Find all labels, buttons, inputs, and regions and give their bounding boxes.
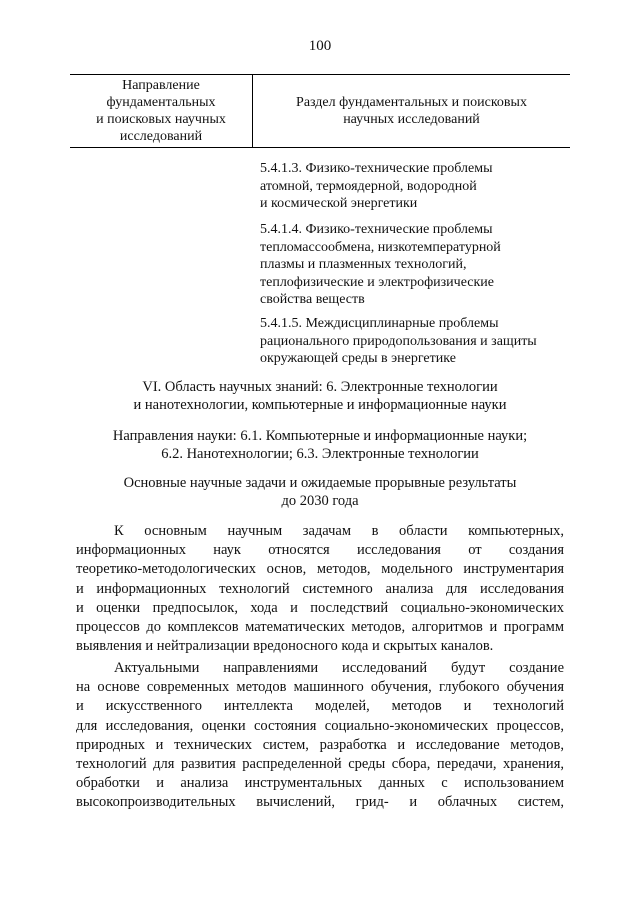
table-header: [70, 74, 570, 148]
paragraph-line: на основе современных методов машинного обучения, глубокого обучения: [76, 679, 564, 696]
header-text-line: фундаментальных: [106, 95, 216, 110]
header-text-line: исследований: [119, 129, 203, 144]
paragraph-line: обработки и анализа инструментальных данных с использованием: [76, 775, 564, 792]
subsection-line: атомной, термоядерной, водородной: [260, 178, 477, 194]
page-number: 100: [308, 38, 332, 54]
subsection-line: 5.4.1.5. Междисциплинарные проблемы: [260, 316, 499, 331]
subsection-5-4-1-5: [260, 315, 580, 368]
directions-line: 6.2. Нанотехнологии; 6.3. Электронные технологии: [161, 446, 479, 462]
table-header-section-cell: [253, 75, 570, 147]
subsection-line: свойства веществ: [260, 292, 365, 307]
area-heading: [60, 378, 580, 414]
area-heading-line: VI. Область научных знаний: 6. Электронные технологии: [142, 379, 498, 395]
paragraph-line: высокопроизводительных вычислений, грид- и облачных систем,: [76, 794, 564, 811]
subsection-line: рационального природопользования и защиты: [260, 333, 537, 349]
subsection-line: теплофизические и электрофизические: [260, 274, 494, 290]
paragraph-line: Актуальными направлениями исследований будут создание: [114, 660, 564, 676]
subsection-line: тепломассообмена, низкотемпературной: [260, 239, 501, 255]
subsection-5-4-1-4: [260, 221, 580, 309]
paragraph-line: выявления и нейтрализации вредоносного кода и скрытых каналов.: [76, 638, 494, 655]
paragraph-line: теоретико-методологических основ, методов, модельного инструментария: [76, 561, 564, 578]
paragraph-main-tasks: [76, 522, 564, 656]
paragraph-line: информационных наук относятся исследования от создания: [76, 542, 564, 559]
paragraph-line: и информационных технологий системного анализа для исследования: [76, 580, 564, 597]
paragraph-line: процессов до комплексов математических методов, алгоритмов и программ: [76, 619, 564, 636]
header-text-line: Направление: [122, 78, 200, 93]
header-text-line: Раздел фундаментальных и поисковых: [296, 95, 527, 110]
directions-line: Направления науки: 6.1. Компьютерные и информационные науки;: [112, 428, 528, 444]
subsection-line: и космической энергетики: [260, 196, 418, 211]
paragraph-line: К основным научным задачам в области компьютерных,: [114, 523, 564, 539]
science-directions: [60, 427, 580, 463]
subsection-line: 5.4.1.3. Физико-технические проблемы: [260, 161, 493, 176]
header-text-line: научных исследований: [343, 112, 480, 127]
paragraph-line: для исследования, оценки состояния социально-экономических процессов,: [76, 717, 564, 734]
tasks-heading-line: до 2030 года: [281, 493, 359, 509]
subsection-line: окружающей среды в энергетике: [260, 351, 456, 366]
paragraph-line: природных и технических систем, разработка и исследование методов,: [76, 736, 564, 753]
tasks-heading-line: Основные научные задачи и ожидаемые прорывные результаты: [123, 475, 517, 491]
paragraph-line: технологий для развития распределенной среды сбора, передачи, хранения,: [76, 756, 564, 773]
header-text-line: и поисковых научных: [96, 112, 226, 127]
subsection-line: плазмы и плазменных технологий,: [260, 257, 467, 272]
tasks-heading: [60, 474, 580, 510]
paragraph-line: и искусственного интеллекта моделей, методов и технологий: [76, 698, 564, 715]
paragraph-research-directions: [76, 659, 564, 813]
area-heading-line: и нанотехнологии, компьютерные и информационные науки: [133, 397, 507, 413]
subsection-line: 5.4.1.4. Физико-технические проблемы: [260, 222, 493, 237]
subsection-5-4-1-3: [260, 160, 580, 213]
table-header-direction-cell: [70, 75, 253, 147]
paragraph-line: и оценки предпосылок, хода и последствий социально-экономических: [76, 599, 564, 616]
